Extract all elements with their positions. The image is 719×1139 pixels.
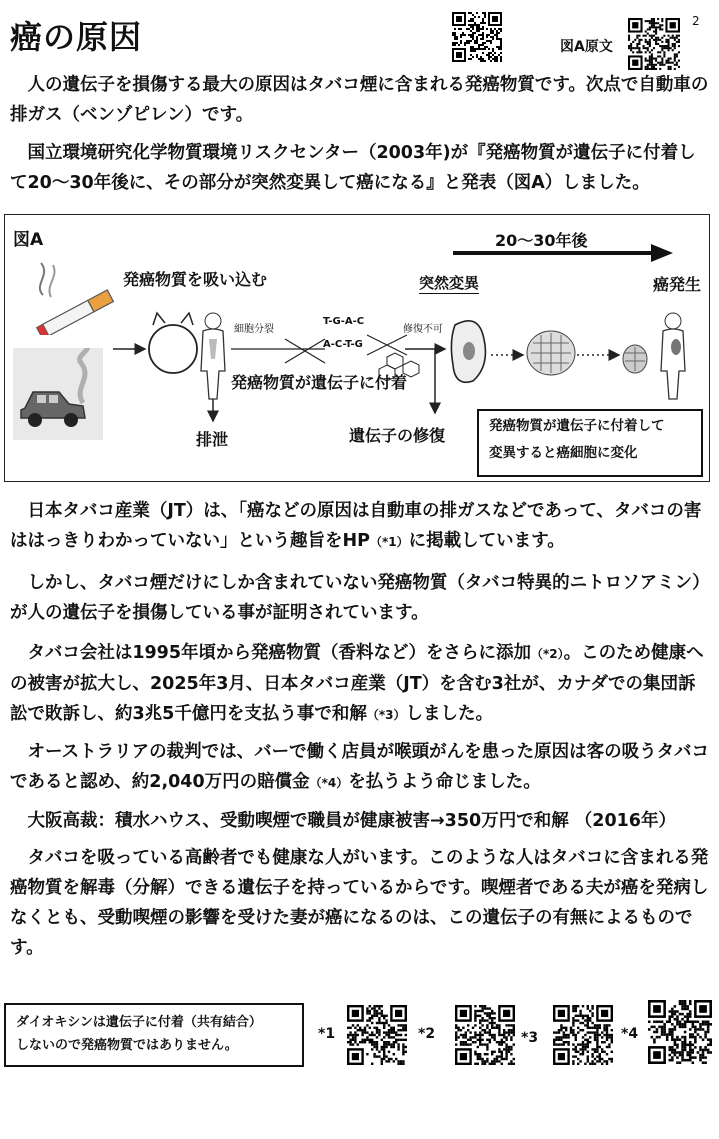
dioxin-note-line1: ダイオキシンは遺伝子に付着（共有結合） (16, 1015, 262, 1030)
jt-claim-text-end: に掲載しています。 (408, 531, 565, 551)
paragraph-research-center: 国立環境研究化学物質環境リスクセンター（2003年)が『発癌物質が遺伝子に付着して20～30年後に、その部分が突然変異して癌になる』と発表（図A）しました。 (10, 143, 696, 193)
cell-icon (149, 313, 197, 373)
australia-text-a: オーストラリアの裁判では、バーで働く店員が喉頭がんを患った原因は客の吸うタバコであると認め、約2,040万円の賠償金 (10, 742, 709, 792)
qr-code-icon[interactable] (455, 1005, 515, 1065)
reference-4: （*4） (309, 776, 349, 790)
qr-code-icon[interactable] (628, 18, 680, 70)
figure-a-original-label: 図A原文 (560, 39, 613, 55)
paragraph-nitrosamine: しかし、タバコ煙だけにしか含まれていない発癌物質（タバコ特異的ニトロソアミン）が人の遺伝子を損傷している事が証明されています。 (10, 573, 710, 623)
companies-text-b: 。このため健康への被害が拡大し、2025年3月、日本タバコ産業（JT）を含む3社が、カナダでの集団訴訟で敗訴し、約3兆5千億円を支払う事で和解 (10, 643, 704, 724)
companies-text-c: しました。 (405, 704, 493, 724)
cell-cluster-icon (623, 345, 647, 373)
reference-1: （*1） (369, 535, 409, 549)
cell-division-label: 細胞分裂 (234, 324, 274, 335)
cell-cluster-icon (527, 331, 575, 375)
reference-2: （*2） (531, 647, 564, 661)
qr-ref-label: *3 (521, 1030, 539, 1046)
paragraph-elderly: タバコを吸っている高齢者でも健康な人がいます。このような人はタバコに含まれる発癌物質を解毒（分解）できる遺伝子を持っているからです。喫煙者である夫が癌を発病しなくとも、受動喫煙の影響を受けた妻が癌になるのは、この遺伝子の有無によるものです。 (10, 848, 709, 958)
page-number: 2 (692, 14, 700, 28)
mutation-label: 突然変異 (419, 274, 480, 292)
dna-top-label: T-G-A-C (323, 316, 365, 327)
dioxin-note-box (4, 1003, 304, 1067)
human-body-icon (661, 313, 685, 399)
dioxin-note-line2: しないので発癌物質ではありません。 (16, 1038, 238, 1053)
inhale-label: 発癌物質を吸い込む (123, 270, 268, 289)
paragraph-jt-claim (10, 496, 710, 557)
period-label: 20～30年後 (495, 231, 588, 250)
paragraph-osaka: 大阪高裁：積水ハウス、受動喫煙で職員が健康被害→350万円で和解 （2016年） (10, 811, 676, 831)
repair-label: 遺伝子の修復 (349, 426, 446, 445)
qr-ref-label: *4 (621, 1026, 639, 1042)
jt-claim-text: 日本タバコ産業（JT）は、「癌などの原因は自動車の排ガスなどであって、タバコの害ははっきりわかっていない」という趣旨をHP (10, 501, 702, 551)
excretion-label: 排泄 (196, 430, 229, 449)
dna-bottom-label: A-C-T-G (323, 339, 363, 350)
qr-code-icon[interactable] (347, 1005, 407, 1065)
companies-text-a: タバコ会社は1995年頃から発癌物質（香料など）をさらに添加 (10, 643, 532, 663)
reference-3: （*3） (366, 708, 406, 722)
car-exhaust-icon (13, 348, 103, 440)
paragraph-main-cause: 人の遺伝子を損傷する最大の原因はタバコ煙に含まれる発癌物質です。次点で自動車の排ガス（ベンゾピレン）です。 (10, 75, 709, 125)
attached-label: 発癌物質が遺伝子に付着 (231, 373, 408, 392)
human-body-icon (201, 313, 225, 399)
cancer-onset-label: 癌発生 (653, 275, 702, 294)
qr-ref-label: *1 (318, 1026, 336, 1042)
paragraph-tobacco-companies (10, 638, 710, 730)
qr-code-icon[interactable] (553, 1005, 613, 1065)
figure-note-box (477, 409, 703, 477)
qr-ref-label: *2 (418, 1026, 436, 1042)
page-title: 癌の原因 (10, 18, 143, 56)
qr-code-icon[interactable] (452, 12, 502, 62)
figure-note-line1: 発癌物質が遺伝子に付着して (489, 418, 665, 434)
figure-note-line2: 変異すると癌細胞に変化 (489, 445, 638, 461)
paragraph-australia (10, 737, 710, 798)
qr-code-icon[interactable] (648, 1000, 712, 1064)
figure-label: 図A (13, 230, 44, 250)
australia-text-b: を払うよう命じました。 (348, 772, 541, 792)
figure-a (4, 214, 710, 482)
irreparable-label: 修復不可 (403, 324, 443, 335)
mutated-cell-icon (451, 321, 485, 383)
